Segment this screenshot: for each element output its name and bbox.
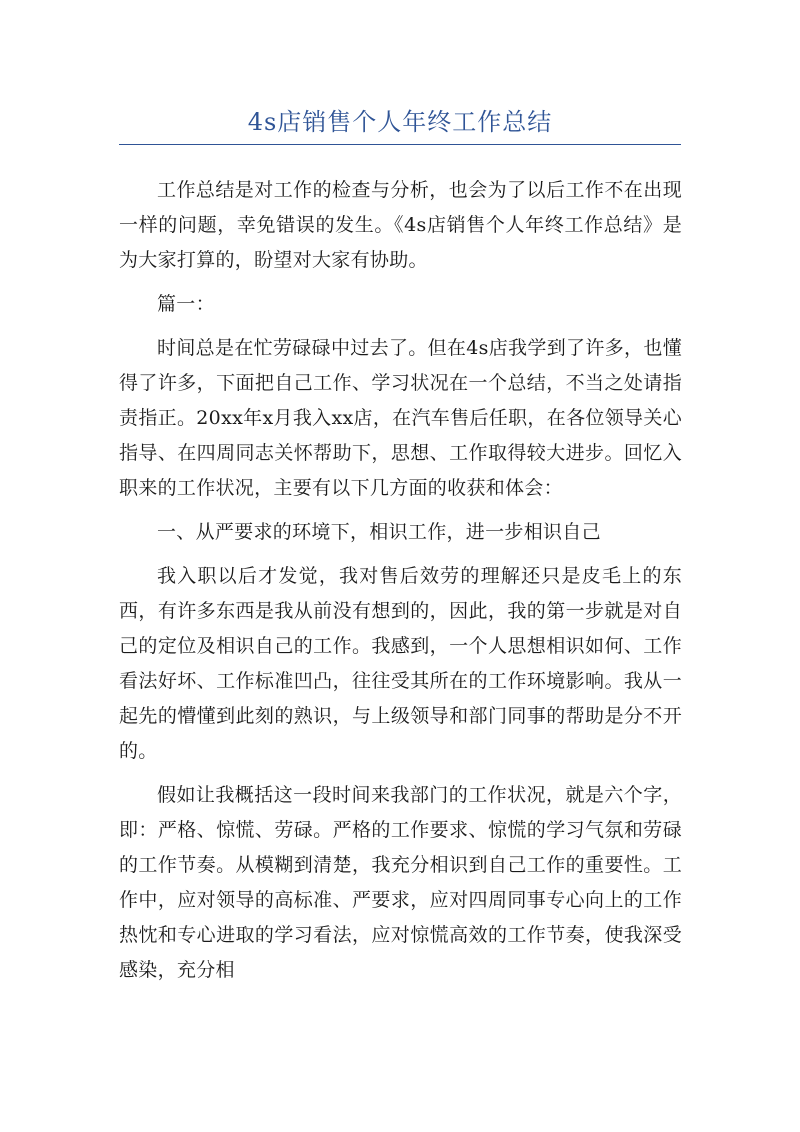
- paragraph-summary: 假如让我概括这一段时间来我部门的工作状况，就是六个字，即：严格、惊慌、劳碌。严格的工作要求、惊慌的学习气氛和劳碌的工作节奏。从模糊到清楚，我充分相识到自己工作的重要性。工作中，应对领导的高标准、严要求，应对四周同事专心向上的工作热忱和专心进取的学习看法，应对惊慌高效的工作节奏，使我深受感染，充分相: [119, 784, 682, 981]
- paragraph-self-awareness: 我入职以后才发觉，我对售后效劳的理解还只是皮毛上的东西，有许多东西是我从前没有想到的，因此，我的第一步就是对自己的定位及相识自己的工作。我感到，一个人思想相识如何、工作看法好坏、工作标准凹凸，往往受其所在的工作环境影响。我从一起先的懵懂到此刻的熟识，与上级领导和部门同事的帮助是分不开的。: [119, 565, 682, 762]
- paragraph-part-heading: 篇一：: [157, 293, 215, 315]
- document-title: 4s店销售个人年终工作总结: [247, 108, 553, 136]
- document-body: [119, 173, 682, 997]
- paragraph-overview: 时间总是在忙劳碌碌中过去了。但在4s店我学到了许多，也懂得了许多，下面把自己工作、学习状况在一个总结，不当之处请指责指正。20xx年x月我入xx店，在汽车售后任职，在各位领导关心指导、在四周同志关怀帮助下，思想、工作取得较大进步。回忆入职来的工作状况，主要有以下几方面的收获和体会：: [119, 337, 682, 499]
- paragraph-section-heading: 一、从严要求的环境下，相识工作，进一步相识自己: [157, 521, 601, 543]
- title-underline: [119, 144, 681, 145]
- paragraph-intro: 工作总结是对工作的检查与分析，也会为了以后工作不在出现一样的问题，幸免错误的发生。《4s店销售个人年终工作总结》是为大家打算的，盼望对大家有协助。: [119, 179, 682, 271]
